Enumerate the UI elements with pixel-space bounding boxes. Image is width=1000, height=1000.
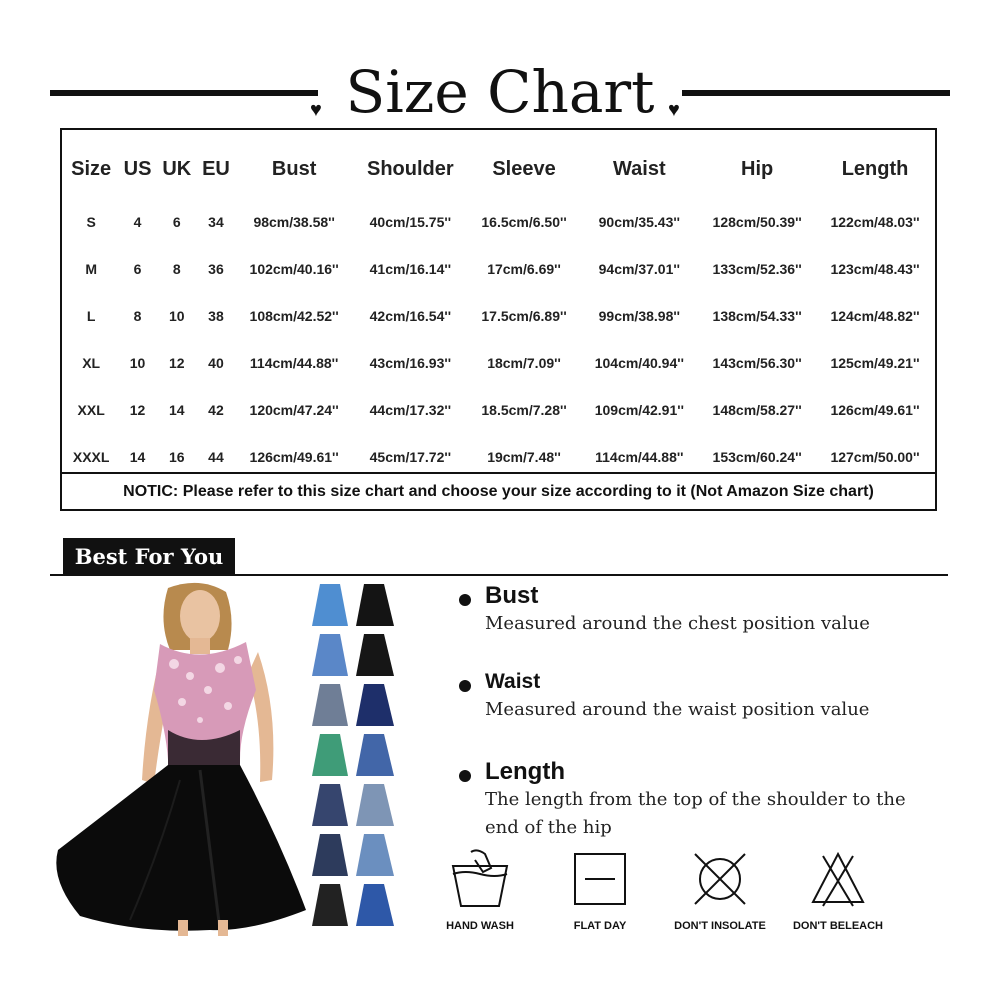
no-bleach-icon [803, 848, 873, 910]
table-cell: 44cm/17.32'' [369, 401, 452, 418]
table-cell: 16 [168, 448, 185, 465]
table-cell: 104cm/40.94'' [594, 354, 684, 371]
table-cell: 17.5cm/6.89'' [481, 307, 567, 324]
table-cell: 114cm/44.88'' [249, 354, 339, 371]
table-cell: 45cm/17.72'' [369, 448, 452, 465]
table-cell: 123cm/48.43'' [830, 260, 920, 277]
size-chart-table [64, 140, 934, 480]
care-label-hand-wash: HAND WASH [446, 920, 514, 932]
flat-dry-icon [565, 848, 635, 910]
table-cell: 18cm/7.09'' [487, 354, 561, 371]
col-header-eu: EU [202, 157, 230, 180]
table-cell: 40cm/15.75'' [369, 213, 452, 230]
table-cell: 6 [133, 260, 142, 277]
table-cell: 41cm/16.14'' [369, 260, 452, 277]
table-cell: 122cm/48.03'' [830, 213, 920, 230]
table-cell: 102cm/40.16'' [249, 260, 339, 277]
table-cell: XXL [77, 401, 105, 418]
table-cell: 153cm/60.24'' [712, 448, 802, 465]
title-rule-right [682, 90, 950, 96]
page-title: Size Chart [345, 58, 655, 126]
table-cell: XL [82, 354, 101, 371]
guide-bust-desc: Measured around the chest position value [485, 613, 870, 634]
table-cell: 98cm/38.58'' [253, 213, 335, 230]
section-divider [50, 574, 948, 576]
title-rule-left [50, 90, 318, 96]
col-header-bust: Bust [271, 157, 317, 180]
guide-length-desc: The length from the top of the shoulder to the end of the hip [485, 789, 906, 838]
table-cell: 12 [168, 354, 185, 371]
table-cell: 126cm/49.61'' [830, 401, 920, 418]
model-dress-photo [50, 580, 306, 936]
care-label-flat-day: FLAT DAY [573, 920, 627, 932]
table-cell: 120cm/47.24'' [249, 401, 339, 418]
table-cell: 17cm/6.69'' [487, 260, 561, 277]
table-cell: 16.5cm/6.50'' [481, 213, 567, 230]
table-row [64, 292, 934, 339]
table-cell: 94cm/37.01'' [598, 260, 681, 277]
table-cell: 133cm/52.36'' [712, 260, 802, 277]
care-label-dont-insolate: DON'T INSOLATE [674, 920, 766, 932]
care-label-dont-bleach: DON'T BELEACH [792, 920, 883, 932]
care-dont-bleach [783, 848, 893, 938]
best-for-you-label: Best For You [63, 538, 235, 576]
table-cell: 10 [129, 354, 146, 371]
table-cell: 99cm/38.98'' [598, 307, 681, 324]
care-hand-wash [425, 848, 535, 938]
table-cell: 138cm/54.33'' [712, 307, 802, 324]
no-tumble-dry-icon [685, 848, 755, 910]
table-cell: 109cm/42.91'' [594, 401, 684, 418]
table-row [64, 339, 934, 386]
table-cell: 4 [133, 213, 142, 230]
table-cell: 125cm/49.21'' [830, 354, 920, 371]
table-cell: 8 [133, 307, 142, 324]
table-cell: 34 [208, 213, 224, 230]
table-cell: 19cm/7.48'' [487, 448, 561, 465]
table-header-row [64, 140, 934, 198]
table-cell: 148cm/58.27'' [712, 401, 802, 418]
table-cell: 8 [172, 260, 181, 277]
heart-icon: ♥ [310, 99, 322, 121]
guide-bust-label: Bust [485, 582, 539, 609]
color-variant-thumbnails [310, 580, 400, 936]
guide-length-label: Length [485, 758, 565, 785]
col-header-waist: Waist [613, 157, 666, 180]
table-cell: 38 [208, 307, 224, 324]
size-notice: NOTIC: Please refer to this size chart and choose your size according to it (Not Amazon Size chart) [123, 483, 874, 500]
table-cell: 114cm/44.88'' [595, 448, 684, 465]
guide-waist-label: Waist [485, 670, 541, 693]
table-cell: 18.5cm/7.28'' [481, 401, 567, 418]
table-cell: 36 [208, 260, 224, 277]
guide-waist-desc: Measured around the waist position value [485, 699, 870, 720]
col-header-shoulder: Shoulder [367, 157, 454, 180]
variant-thumb [312, 584, 394, 926]
table-row [64, 386, 934, 433]
col-header-hip: Hip [741, 157, 774, 180]
table-cell: S [86, 213, 96, 230]
table-cell: 126cm/49.61'' [249, 448, 339, 465]
col-header-length: Length [841, 157, 909, 180]
table-cell: 42cm/16.54'' [369, 307, 452, 324]
notice-divider [62, 472, 935, 474]
title-banner [0, 52, 1000, 132]
size-chart-table-box [60, 128, 937, 511]
table-cell: 44 [208, 448, 224, 465]
care-dont-insolate [665, 848, 775, 938]
heart-icon: ♥ [668, 99, 680, 121]
table-cell: 108cm/42.52'' [249, 307, 339, 324]
bullet-icon [459, 680, 471, 692]
table-cell: 10 [168, 307, 185, 324]
col-header-us: US [123, 157, 152, 180]
table-cell: 14 [168, 401, 185, 418]
care-flat-day [545, 848, 655, 938]
col-header-uk: UK [162, 157, 192, 180]
table-cell: 14 [129, 448, 146, 465]
col-header-size: Size [71, 157, 112, 180]
table-cell: 128cm/50.39'' [712, 213, 802, 230]
col-header-sleeve: Sleeve [492, 157, 556, 180]
table-cell: 42 [208, 401, 224, 418]
table-cell: XXXL [72, 448, 110, 465]
table-cell: 40 [208, 354, 224, 371]
table-cell: 43cm/16.93'' [369, 354, 452, 371]
table-cell: 124cm/48.82'' [830, 307, 920, 324]
bullet-icon [459, 770, 471, 782]
table-cell: M [85, 260, 97, 277]
table-cell: 90cm/35.43'' [598, 213, 681, 230]
table-cell: L [86, 307, 96, 324]
table-row [64, 245, 934, 292]
table-cell: 143cm/56.30'' [712, 354, 802, 371]
table-cell: 6 [172, 213, 181, 230]
hand-wash-icon [445, 848, 515, 910]
table-cell: 12 [129, 401, 146, 418]
table-row [64, 198, 934, 245]
bullet-icon [459, 594, 471, 606]
table-cell: 127cm/50.00'' [830, 448, 920, 465]
